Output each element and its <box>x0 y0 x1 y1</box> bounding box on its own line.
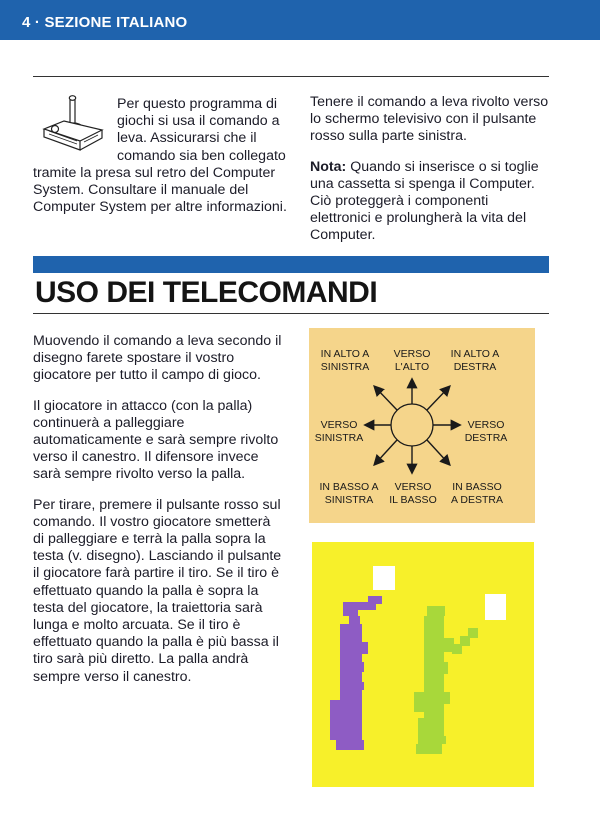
label-left: VERSO SINISTRA <box>314 419 364 444</box>
intro-right-column <box>310 94 550 258</box>
label-right: VERSO DESTRA <box>464 419 508 444</box>
section-band <box>33 256 549 273</box>
section-title: USO DEI TELECOMANDI <box>35 276 378 309</box>
player-purple <box>330 596 382 750</box>
ball-2 <box>485 594 506 620</box>
player-green <box>414 606 478 754</box>
label-up: VERSO L'ALTO <box>393 348 431 373</box>
label-down-right: IN BASSO A DESTRA <box>451 481 503 506</box>
nota-label: Nota: <box>310 158 347 175</box>
game-screen-illustration <box>312 542 534 787</box>
page-header-title: 4 · SEZIONE ITALIANO <box>22 14 188 31</box>
section-body <box>33 333 283 699</box>
nota-text: Quando si inserisce o si toglie una cassetta si spenga il Computer. Ciò proteggerà i componenti elettronici e prolungherà la vita del Computer. <box>310 158 539 244</box>
icon-wrap-spacer <box>33 96 117 160</box>
label-up-left: IN ALTO A SINISTRA <box>320 348 370 373</box>
intro-left-text-top <box>33 96 287 216</box>
ball-1 <box>373 566 395 590</box>
section-paragraph-1: Muovendo il comando a leva secondo il disegno farete spostare il vostro giocatore per tutto il campo di gioco. <box>33 333 282 384</box>
intro-left-text: Per questo programma di giochi si usa il comando a leva. Assicurarsi che il comando sia ben collegato tramite la presa sul retro del Computer System. Consultare il manuale del Computer System per altre informazioni. <box>33 96 287 216</box>
intro-right-paragraph: Tenere il comando a leva rivolto verso lo schermo televisivo con il pulsante rosso sulla parte sinistra. <box>310 94 549 145</box>
game-players <box>312 542 534 787</box>
label-down: VERSO IL BASSO <box>389 481 437 506</box>
section-paragraph-2: Il giocatore in attacco (con la palla) continuerà a palleggiare automaticamente e sarà sempre rivolto verso il canestro. Il difensore invece sarà sempre rivolto verso la palla. <box>33 397 279 483</box>
label-down-left: IN BASSO A SINISTRA <box>319 481 379 506</box>
section-paragraph-3: Per tirare, premere il pulsante rosso sul comando. Il vostro giocatore smetterà di palleggiare e terrà la palla sopra la testa (v. disegno). Lasciando il pulsante il giocatore farà partire il tiro. Se il tiro è effettuato quando la palla è sopra la testa del giocatore, la traiettoria sarà lunga e molto arcuata. Se il tiro è effettuato quando la palla è più bassa il tiro sarà più diretto. La palla andrà sempre verso il canestro. <box>33 496 282 685</box>
label-up-right: IN ALTO A DESTRA <box>450 348 500 373</box>
nota-paragraph <box>310 159 550 245</box>
top-rule <box>33 76 549 77</box>
section-rule <box>33 313 549 314</box>
direction-diagram <box>309 328 535 523</box>
